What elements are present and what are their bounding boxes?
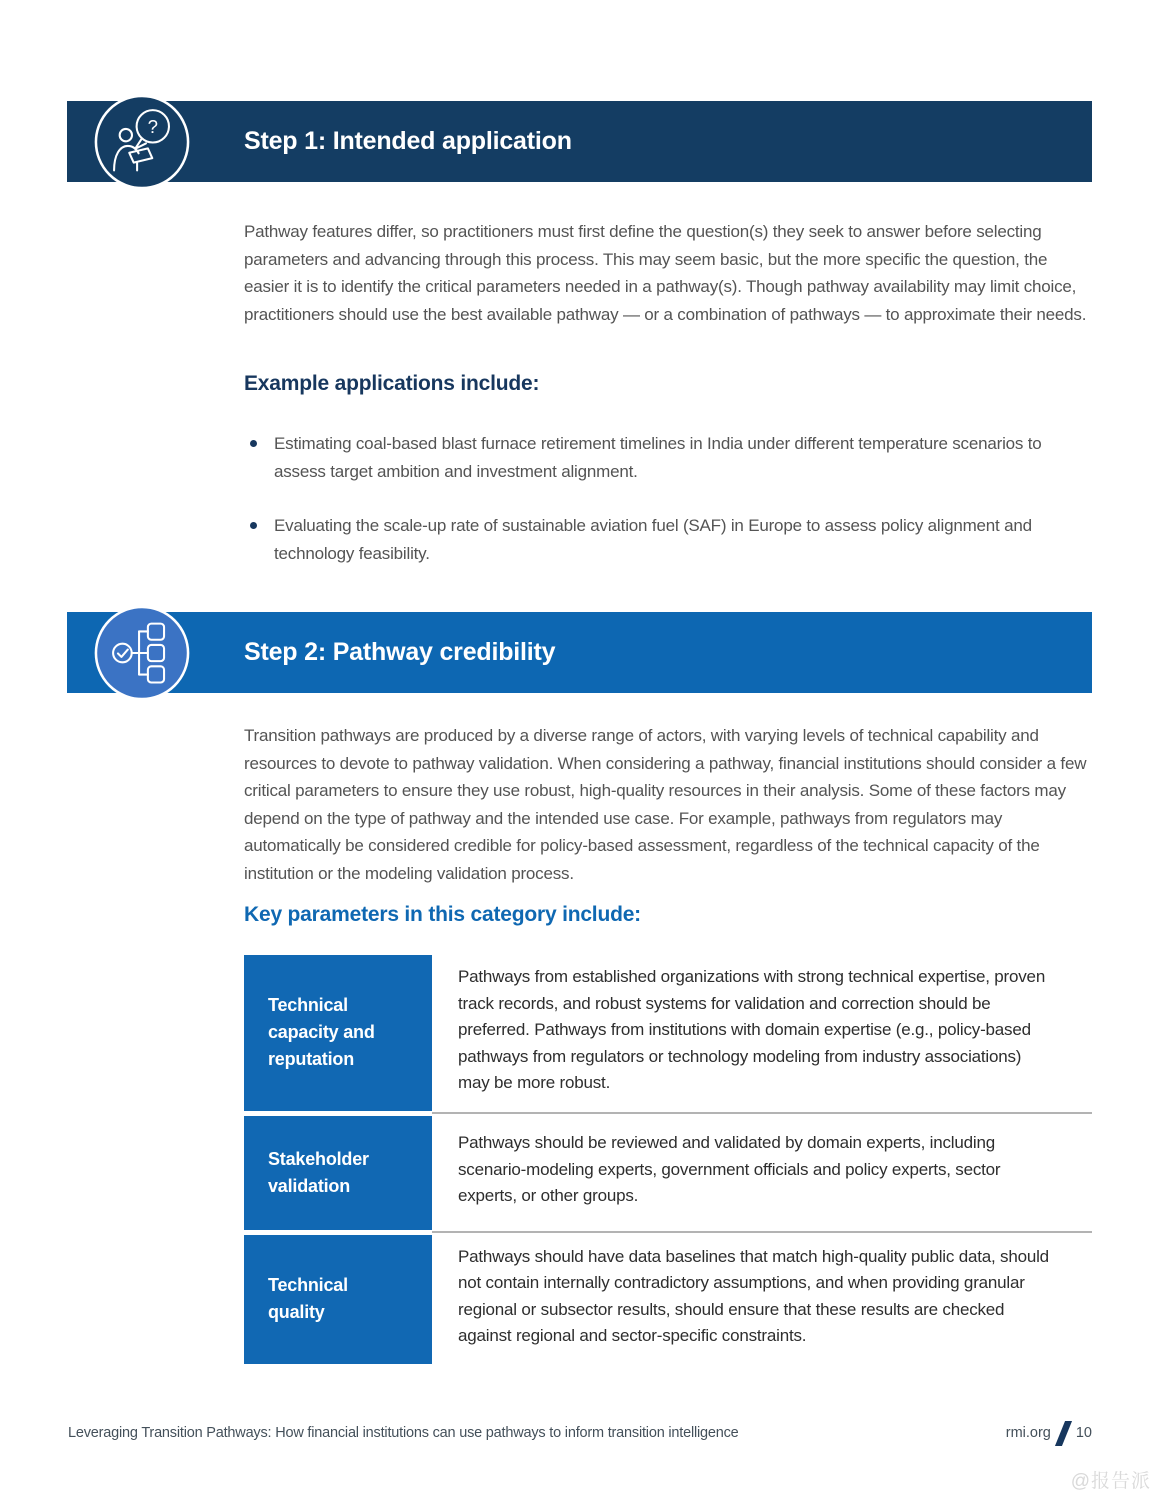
step1-intro-paragraph: Pathway features differ, so practitioners must first define the question(s) they seek to answer before selecting parameters and advancing through this process. This may seem basic, but the more specific the question, the easier it is to identify the critical parameters needed in a pathway(s). Though pathway availability may limit choice, practitioners should use the best available pathway — or a combination of pathways — to approximate their needs. <box>244 222 1087 324</box>
footer-pagination <box>1006 1421 1092 1446</box>
svg-text:?: ? <box>147 115 158 137</box>
key-parameters-heading: Key parameters in this category include: <box>244 903 641 926</box>
row-text: Pathways should be reviewed and validated by domain experts, including scenario-modeling experts, government officials and policy experts, sector experts, or other groups. <box>458 1133 1001 1206</box>
person-question-icon <box>93 93 191 191</box>
list-item: Estimating coal-based blast furnace retirement timelines in India under different temperature scenarios to assess target ambition and investment alignment. <box>248 430 1086 485</box>
example-applications-list <box>248 430 1086 594</box>
step2-intro-paragraph: Transition pathways are produced by a diverse range of actors, with varying levels of technical capability and resources to devote to pathway validation. When considering a pathway, financial institutions should consider a few critical parameters to ensure they use robust, high-quality resources in their analysis. Some of these factors may depend on the type of pathway and the intended use case. For example, pathways from regulators may automatically be considered credible for policy-based assessment, regardless of the technical capacity of the institution or the modeling validation process. <box>244 726 1087 883</box>
table-row <box>244 1116 1092 1230</box>
slash-divider-icon <box>1055 1421 1072 1446</box>
key-parameters-table <box>244 955 1092 1369</box>
row-label: Technical capacity and reputation <box>244 955 432 1111</box>
footer-site-link[interactable]: rmi.org <box>1005 1425 1051 1441</box>
footer-page-number: 10 <box>1075 1425 1092 1441</box>
step2-banner <box>67 612 1092 693</box>
step2-title: Step 2: Pathway credibility <box>244 638 556 666</box>
step1-banner <box>67 101 1092 182</box>
row-text: Pathways should have data baselines that match high-quality public data, should not contain internally contradictory assumptions, and when providing granular regional or subsector results, should ensure that these results are checked against regional and sector-specific constraints. <box>458 1246 1049 1345</box>
row-label: Stakeholder validation <box>244 1116 432 1230</box>
row-text: Pathways from established organizations with strong technical expertise, proven track records, and robust systems for validation and correction should be preferred. Pathways from institutions with domain expertise (e.g., policy-based pathways from regulators or technology modeling from industry associations) may be more robust. <box>458 967 1046 1092</box>
table-row <box>244 1235 1092 1364</box>
example-applications-heading: Example applications include: <box>244 372 540 395</box>
table-row <box>244 955 1092 1111</box>
footer-report-title: Leveraging Transition Pathways: How financial institutions can use pathways to inform transition intelligence <box>68 1425 739 1441</box>
list-item: Evaluating the scale-up rate of sustainable aviation fuel (SAF) in Europe to assess policy alignment and technology feasibility. <box>248 512 1086 567</box>
step1-title: Step 1: Intended application <box>244 127 572 155</box>
watermark: @报告派 <box>1070 1471 1151 1492</box>
page-footer <box>68 1418 1092 1448</box>
flowchart-check-icon <box>93 604 191 702</box>
row-label: Technical quality <box>244 1235 432 1364</box>
